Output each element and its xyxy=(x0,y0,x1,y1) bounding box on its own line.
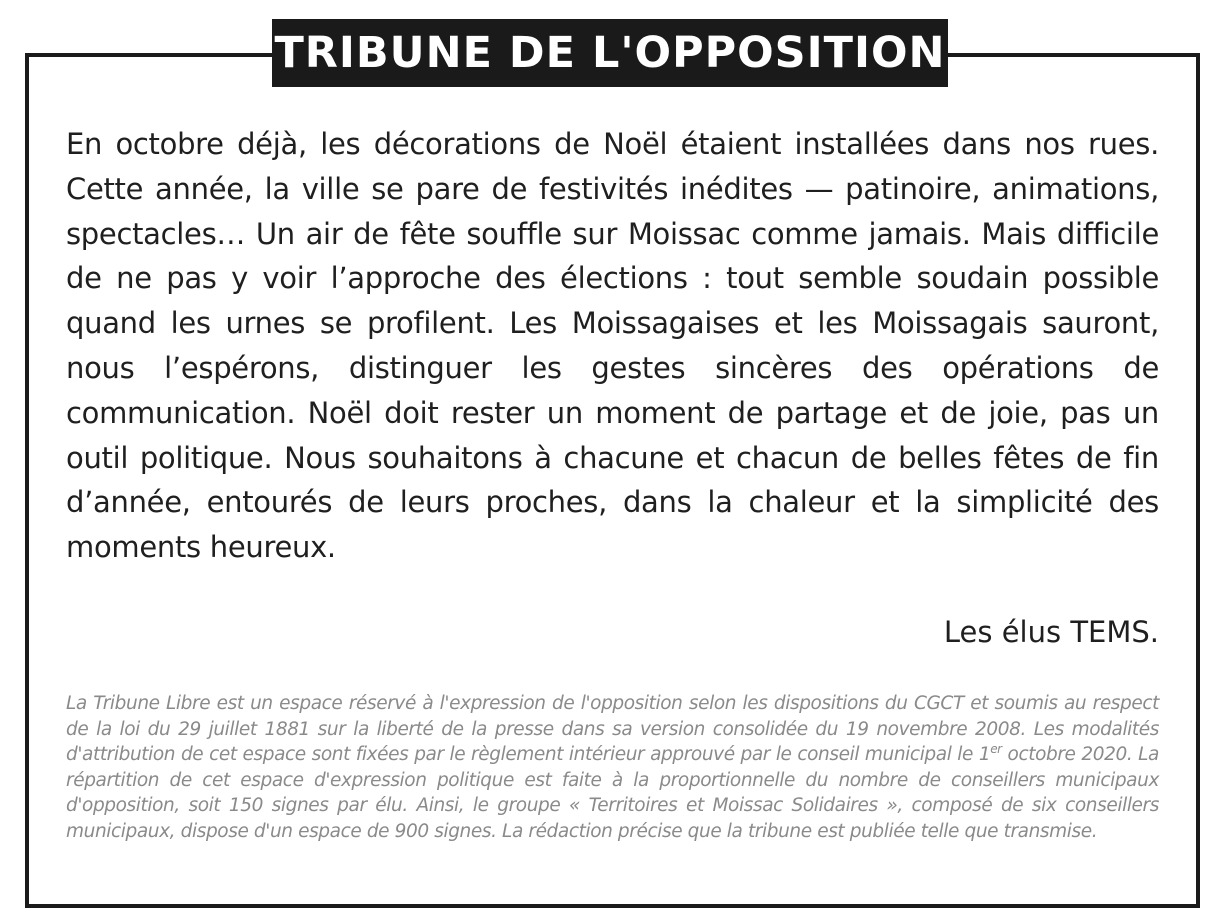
legal-footnote xyxy=(66,691,1159,845)
footnote-text-part1: La Tribune Libre est un espace réservé à l'expression de l'opposition selon les dispositions du CGCT et soumis au respect de la loi du 29 juillet 1881 sur la liberté de la presse dans sa version consolidée du 19 novembre 2008. Les modalités d'attribution de cet espace sont fixées par le règlement intérieur approuvé par le conseil municipal le 1 xyxy=(66,693,1159,766)
article-body: En octobre déjà, les décorations de Noël étaient installées dans nos rues. Cette année, la ville se pare de festivités inédites — patinoire, animations, spectacles… Un air de fête souffle sur Moissac comme jamais. Mais difficile de ne pas y voir l’approche des élections : tout semble soudain possible quand les urnes se profilent. Les Moissagaises et les Moissagais sauront, nous l’espérons, distinguer les gestes sincères des opérations de communication. Noël doit rester un moment de partage et de joie, pas un outil politique. Nous souhaitons à chacune et chacun de belles fêtes de fin d’année, entourés de leurs proches, dans la chaleur et la simplicité des moments heureux. xyxy=(66,127,1159,565)
page-title: TRIBUNE DE L'OPPOSITION xyxy=(274,28,946,78)
title-banner xyxy=(272,19,948,87)
footnote-superscript: er xyxy=(990,742,1002,757)
article-signature: Les élus TEMS. xyxy=(943,615,1159,649)
footnote-text-part2: octobre 2020. La répartition de cet espace d'expression politique est faite à la proportionnelle du nombre de conseillers municipaux d'opposition, soit 150 signes par élu. Ainsi, le groupe « Territoires et Moissac Solidaires », composé de six conseillers municipaux, dispose d'un espace de 900 signes. La rédaction précise que la tribune est publiée telle que transmise. xyxy=(66,744,1159,842)
